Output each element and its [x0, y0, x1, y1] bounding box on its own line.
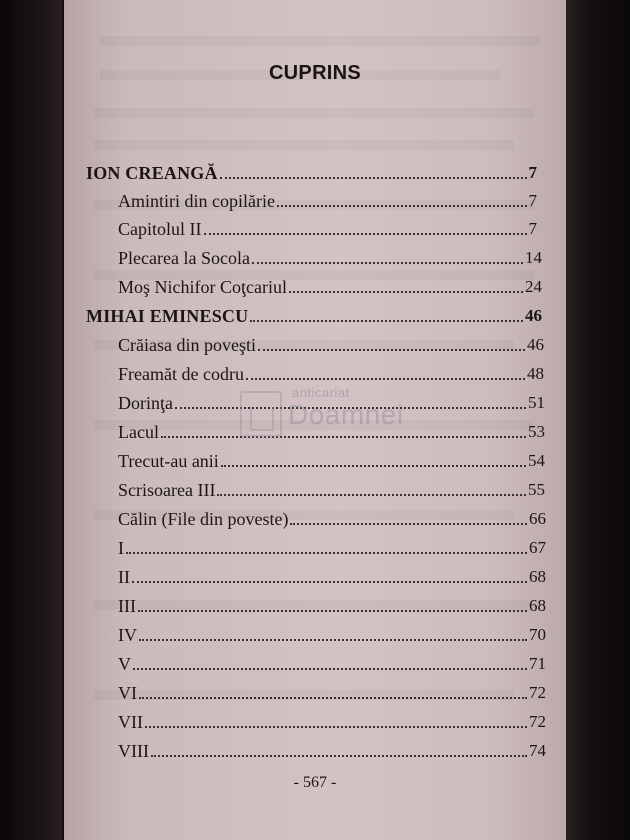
toc-entry: [118, 680, 546, 704]
toc-entry: [118, 361, 544, 385]
toc-entry-label: III: [118, 596, 136, 616]
leader-dots: [133, 668, 527, 670]
toc-entry: [118, 216, 537, 240]
toc-entry: [118, 274, 542, 298]
toc-entry-author: [86, 303, 542, 327]
toc-entry-label: Lacul: [118, 422, 159, 442]
toc-entry: [118, 535, 546, 559]
toc-entry-page: 54: [528, 451, 545, 470]
toc-entry: [118, 651, 546, 675]
leader-dots: [126, 552, 527, 554]
book-icon: [240, 391, 282, 437]
leader-dots: [289, 291, 523, 293]
toc-entry-label: V: [118, 654, 131, 674]
leader-dots: [246, 378, 525, 380]
toc-entry-page: 51: [528, 393, 545, 412]
toc-entry-page: 66: [529, 509, 546, 528]
toc-entry: [118, 738, 546, 762]
leader-dots: [258, 349, 525, 351]
toc-entry: [118, 506, 546, 530]
toc-entry-label: ION CREANGĂ: [86, 163, 218, 183]
toc-entry-page: 48: [527, 364, 544, 383]
leader-dots: [252, 262, 523, 264]
page-title: CUPRINS: [268, 62, 362, 84]
leader-dots: [290, 523, 527, 525]
toc-entry-page: 68: [529, 567, 546, 586]
toc-entry-author: [86, 160, 537, 184]
leader-dots: [139, 639, 527, 641]
toc-entry-label: Trecut-au anii: [118, 451, 219, 471]
toc-entry: [118, 448, 545, 472]
toc-entry-label: Plecarea la Socola: [118, 248, 250, 268]
toc-entry: [118, 564, 546, 588]
toc-entry: [118, 622, 546, 646]
book-page: [64, 0, 566, 840]
toc-entry-label: Moş Nichifor Coţcariul: [118, 277, 287, 297]
watermark-big-text: Doamnei: [288, 399, 404, 430]
leader-dots: [250, 320, 523, 322]
toc-entry-page: 71: [529, 654, 546, 673]
toc-entry: [118, 593, 546, 617]
toc-entry-page: 72: [529, 712, 546, 731]
toc-entry: [118, 477, 545, 501]
toc-entry: [118, 709, 546, 733]
toc-entry-label: Crăiasa din poveşti: [118, 335, 256, 355]
leader-dots: [204, 233, 527, 235]
toc-entry: [118, 245, 542, 269]
toc-entry-label: Dorinţa: [118, 393, 173, 413]
toc-entry-page: 68: [529, 596, 546, 615]
toc-entry-page: 70: [529, 625, 546, 644]
toc-entry-page: 24: [525, 277, 542, 296]
leader-dots: [217, 494, 526, 496]
toc-entry-page: 7: [528, 219, 537, 238]
toc-entry-label: Scrisoarea III: [118, 480, 216, 500]
page-number: - 567 -: [293, 774, 337, 791]
leader-dots: [145, 726, 527, 728]
toc-entry-label: VII: [118, 712, 143, 732]
toc-entry-page: 7: [528, 163, 537, 182]
leader-dots: [138, 610, 527, 612]
watermark-small-text: anticariat: [292, 385, 350, 400]
toc-entry-page: 46: [525, 306, 542, 325]
toc-entry-page: 7: [528, 191, 537, 210]
toc-entry-label: Capitolul II: [118, 219, 202, 239]
toc-entry-page: 46: [527, 335, 544, 354]
toc-entry-page: 14: [525, 248, 542, 267]
watermark-logo: [240, 385, 420, 445]
toc-entry: [118, 332, 544, 356]
toc-entry-label: IV: [118, 625, 137, 645]
toc-entry-page: 67: [529, 538, 546, 557]
toc-entry-label: VIII: [118, 741, 149, 761]
right-book-edge: [565, 0, 630, 840]
leader-dots: [277, 205, 527, 207]
toc-entry-label: VI: [118, 683, 137, 703]
toc-entry-page: 53: [528, 422, 545, 441]
toc-entry-page: 72: [529, 683, 546, 702]
toc-entry-page: 55: [528, 480, 545, 499]
toc-entry: [118, 188, 537, 212]
leader-dots: [221, 465, 526, 467]
toc-entry-page: 74: [529, 741, 546, 760]
toc-entry-label: Freamăt de codru: [118, 364, 244, 384]
left-book-edge: [0, 0, 62, 840]
leader-dots: [132, 581, 527, 583]
toc-entry-label: Călin (File din poveste): [118, 509, 289, 529]
toc-entry-label: MIHAI EMINESCU: [86, 306, 249, 326]
leader-dots: [151, 755, 527, 757]
toc-entry-label: Amintiri din copilărie: [118, 191, 275, 211]
leader-dots: [220, 177, 527, 179]
toc-entry-label: II: [118, 567, 130, 587]
leader-dots: [139, 697, 527, 699]
toc-entry-label: I: [118, 538, 124, 558]
